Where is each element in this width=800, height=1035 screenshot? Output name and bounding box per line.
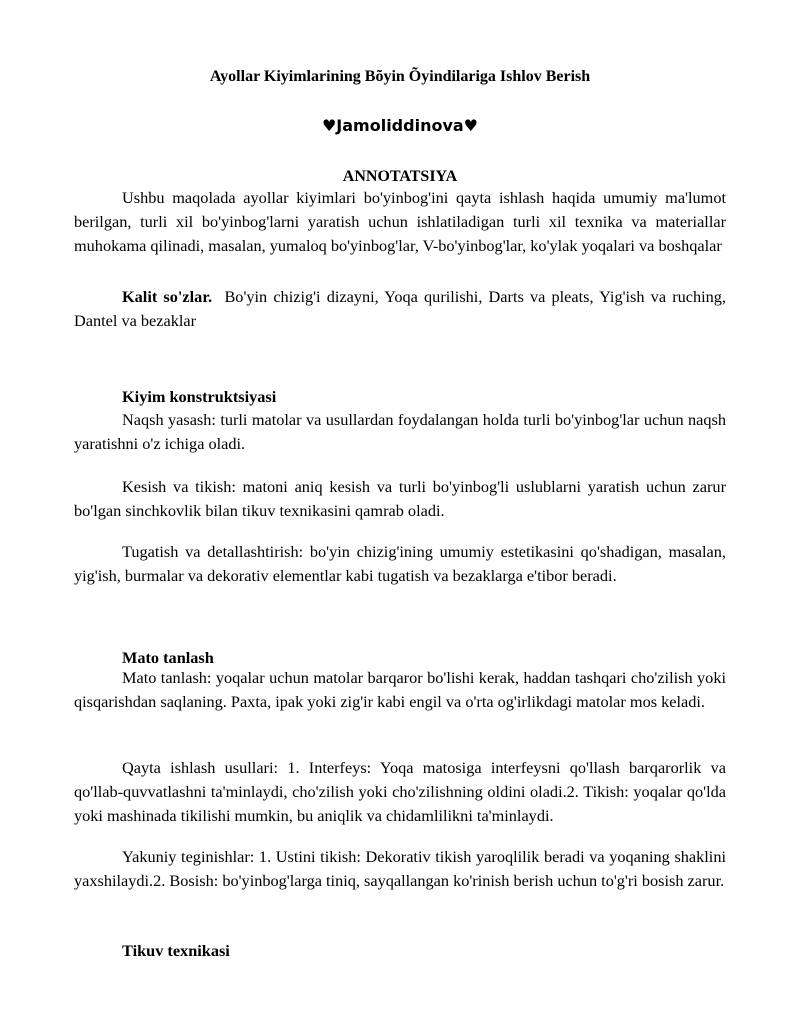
document-title: Ayollar Kiyimlarining Bõyin Õyindilariga Ishlov Berish <box>209 68 591 85</box>
annotation-heading: ANNOTATSIYA <box>342 168 458 185</box>
paragraph-pattern-making: Naqsh yasash: turli matolar va usullardan foydalangan holda turli bo'yinbog'lar uchun naqsh yaratishni o'z ichiga oladi. <box>74 410 726 453</box>
section-heading-sewing: Tikuv texnikasi <box>122 941 230 960</box>
keywords-text: Bo'yin chizig'i dizayni, Yoqa qurilishi, Darts va pleats, Yig'ish va ruching, Dantel va bezaklar <box>74 287 727 330</box>
paragraph-finishing: Tugatish va detallashtirish: bo'yin chizig'ining umumiy estetikasini qo'shadigan, masalan, yig'ish, burmalar va dekorativ elementlar kabi tugatish va bezaklarga e'tibor beradi. <box>74 542 726 585</box>
annotation-paragraph: Ushbu maqolada ayollar kiyimlari bo'yinbog'ini qayta ishlash haqida umumiy ma'lumot berilgan, turli xil bo'yinbog'larni yaratish uchun ishlatiladigan turli xil texnika va materiallar muhokama qilinadi, masalan, yumaloq bo'yinbog'lar, V-bo'yinbog'lar, ko'ylak yoqalari va boshqalar <box>74 188 726 255</box>
author-name: ♥Jamoliddinova♥ <box>321 116 479 135</box>
paragraph-final-touches: Yakuniy teginishlar: 1. Ustini tikish: Dekorativ tikish yaroqlilik beradi va yoqaning shaklini yaxshilaydi.2. Bosish: bo'yinbog'larga tiniq, sayqallangan ko'rinish berish uchun to'g'ri bosish zarur. <box>74 847 726 890</box>
paragraph-processing-methods: Qayta ishlash usullari: 1. Interfeys: Yoqa matosiga interfeysni qo'llash barqarorlik va qo'llab-quvvatlashni ta'minlaydi, cho'zilish yoki cho'zilishning oldini oladi.2. Tikish: yoqalar qo'lda yoki mashinada tikilishi mumkin, bu aniqlik va chidamlilikni ta'minlaydi. <box>74 758 726 825</box>
paragraph-fabric-choice: Mato tanlash: yoqalar uchun matolar barqaror bo'lishi kerak, haddan tashqari cho'zilish yoki qisqarishdan saqlaning. Paxta, ipak yoki zig'ir kabi engil va o'rta og'irlikdagi matolar mos keladi. <box>74 668 726 711</box>
section-heading-fabric: Mato tanlash <box>122 648 214 667</box>
section-heading-construction: Kiyim konstruktsiyasi <box>122 387 277 406</box>
keywords-label: Kalit so'zlar. <box>122 287 213 306</box>
paragraph-cutting-sewing: Kesish va tikish: matoni aniq kesish va turli bo'yinbog'li uslublarni yaratish uchun zarur bo'lgan sinchkovlik bilan tikuv texnikasini qamrab oladi. <box>74 477 726 520</box>
keywords-paragraph <box>74 285 726 333</box>
